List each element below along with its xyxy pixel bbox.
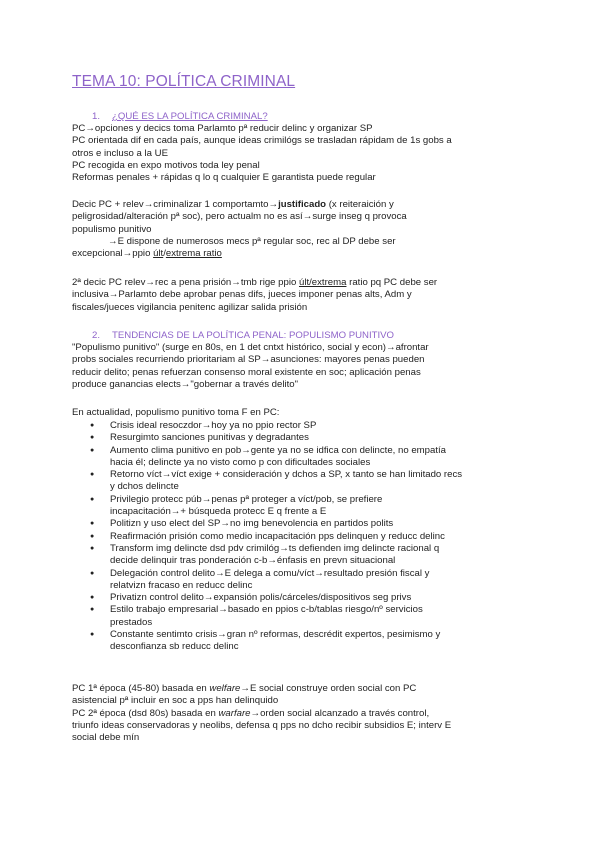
text-line: ● Transform img delincte dsd pdv crimilóg→ts defienden img delincte racional q bbox=[110, 542, 440, 554]
text-line: inclusiva→Parlamto debe aprobar penas difs, jueces imponer penas alts, Adm y bbox=[72, 289, 412, 301]
list-item bbox=[72, 420, 528, 432]
underlined-text: extrema ratio bbox=[165, 248, 222, 260]
list-item bbox=[72, 469, 528, 494]
text-line: ● Estilo trabajo empresarial→basado en ppios c-b/tablas riesgo/nº servicios bbox=[110, 604, 423, 616]
section-1-paragraph-1 bbox=[72, 123, 528, 184]
section-2-epocas bbox=[72, 683, 528, 744]
underlined-text: últ/extrema bbox=[298, 277, 347, 288]
section-2-intro: En actualidad, populismo punitivo toma F en PC: bbox=[72, 407, 280, 418]
text-line: ● Crisis ideal resoczdor→hoy ya no ppio rector SP bbox=[110, 420, 317, 431]
text-span: / bbox=[163, 248, 166, 260]
text-line: probs sociales recurriendo prioritariam al SP→asunciones: mayores penas pueden bbox=[72, 354, 425, 366]
text-line: social debe mín bbox=[72, 732, 140, 744]
section-2-heading bbox=[92, 330, 394, 341]
list-item bbox=[72, 604, 528, 629]
list-item bbox=[72, 518, 528, 530]
text-span: ratio pq PC debe ser bbox=[346, 277, 438, 288]
text-line: ● Resurgimto sanciones punitivas y degradantes bbox=[110, 432, 309, 444]
text-line bbox=[72, 683, 528, 695]
text-span: →orden social alcanzado a través control, bbox=[250, 707, 430, 719]
text-line: desconfianza sb reducc delinc bbox=[110, 641, 239, 653]
text-line: peligrosidad/alteración pª soc), pero actualm no es así→surge inseg q provoca bbox=[72, 211, 407, 223]
text-line: ● Delegación control delito→E delega a comu/víct→resultado presión fiscal y bbox=[110, 567, 430, 579]
text-line bbox=[72, 248, 528, 260]
underlined-text: últ bbox=[153, 248, 164, 260]
text-line bbox=[72, 277, 528, 289]
text-span: →E social construye orden social con PC bbox=[240, 683, 417, 694]
text-span: 2ª decic PC relev→rec a pena prisión→tmb rige ppio bbox=[72, 277, 299, 288]
text-line: ● Retorno víct→víct exige + consideración y dchos a SP, x tanto se han limitado recs bbox=[110, 469, 463, 481]
text-line: y dchos delincte bbox=[110, 481, 179, 493]
section-2-title: TENDENCIAS DE LA POLÍTICA PENAL: POPULISMO PUNITIVO bbox=[112, 330, 395, 341]
section-1-paragraph-3 bbox=[72, 277, 528, 314]
list-item bbox=[72, 568, 528, 593]
text-line: →E dispone de numerosos mecs pª regular soc, rec al DP debe ser bbox=[108, 235, 396, 247]
list-item bbox=[72, 592, 528, 604]
section-1-heading bbox=[92, 111, 268, 122]
text-line: PC→opciones y decics toma Parlamto pª reducir delinc y organizar SP bbox=[72, 123, 373, 134]
section-1-paragraph-2 bbox=[72, 199, 528, 260]
list-item bbox=[72, 629, 528, 654]
text-line: ● Privatizn control delito→expansión polis/cárceles/dispositivos seg privs bbox=[110, 592, 412, 604]
text-line: produce ganancias elects→"gobernar a través delito" bbox=[72, 378, 299, 390]
section-1-title: ¿QUÉ ES LA POLÍTICA CRIMINAL? bbox=[112, 111, 268, 122]
page-title: TEMA 10: POLÍTICA CRIMINAL bbox=[72, 73, 296, 90]
text-line: fiscales/jueces vigilancia penitenc agilizar salida prisión bbox=[72, 301, 308, 313]
text-line: ● Aumento clima punitivo en pob→gente ya no se idfica con delincte, no empatía bbox=[110, 444, 446, 456]
text-span: Decic PC + relev→criminalizar 1 comportamto→ bbox=[72, 199, 279, 210]
text-line: ● Constante sentimto crisis→gran nº reformas, descrédit expertos, pesimismo y bbox=[110, 629, 441, 641]
list-item bbox=[72, 494, 528, 519]
text-line: reducir delito; penas refuerzan consenso moral existente en soc; aplicación penas bbox=[72, 366, 421, 378]
text-line: triunfo ideas conservadoras y neolibs, defensa q pps no dcho recibir subsidios E; interv E bbox=[72, 719, 452, 731]
text-line: PC recogida en expo motivos toda ley penal bbox=[72, 159, 260, 171]
text-line: ● Reafirmación prisión como medio incapacitación pps delinquen y reducc delinc bbox=[110, 530, 445, 542]
bullet-list bbox=[72, 420, 528, 654]
section-2-number: 2. bbox=[92, 330, 101, 341]
text-line: relatvizn fracaso en reducc delinc bbox=[110, 579, 253, 591]
text-line: PC orientada dif en cada país, aunque ideas crimilógs se trasladan rápidam de 1s gobs a bbox=[72, 135, 452, 147]
list-item bbox=[72, 432, 528, 444]
text-line bbox=[72, 708, 528, 720]
text-span: (x reiteraición y bbox=[326, 199, 394, 210]
text-span: PC 1ª época (45-80) basada en bbox=[72, 683, 210, 694]
text-line: otros e incluso a la UE bbox=[72, 147, 168, 159]
text-line: hacia él; delincte ya no visto como p con dificultades sociales bbox=[110, 456, 371, 468]
text-line: prestados bbox=[110, 616, 153, 628]
text-line bbox=[72, 199, 528, 211]
text-span: PC 2ª época (dsd 80s) basada en bbox=[72, 707, 219, 719]
list-item bbox=[72, 445, 528, 470]
section-2-paragraph-1 bbox=[72, 342, 528, 391]
text-line: "Populismo punitivo" (surge en 80s, en 1 det cntxt histórico, social y econ)→afrontar bbox=[72, 342, 429, 353]
text-span: excepcional→ppio bbox=[72, 248, 154, 260]
text-line: populismo punitivo bbox=[72, 223, 152, 235]
italic-text: welfare bbox=[209, 683, 241, 694]
list-item bbox=[72, 543, 528, 568]
text-line: incapacitación→+ búsqueda protecc E q frente a E bbox=[110, 506, 327, 518]
text-line: asistencial pª incluir en soc a pps han delinquido bbox=[72, 695, 279, 707]
text-line: Reformas penales + rápidas q lo q cualquier E garantista puede regular bbox=[72, 172, 376, 184]
list-item bbox=[72, 531, 528, 543]
italic-text: warfare bbox=[218, 707, 251, 719]
text-line: ● Politizn y uso elect del SP→no img benevolencia en partidos polits bbox=[110, 518, 394, 530]
text-line: decide delinquir tras ponderación c-b→énfasis en prevn situacional bbox=[110, 555, 396, 567]
bold-text: justificado bbox=[278, 199, 327, 210]
text-line: ● Privilegio protecc púb→penas pª proteger a víct/pob, se prefiere bbox=[110, 493, 383, 505]
section-1-number: 1. bbox=[92, 111, 101, 122]
